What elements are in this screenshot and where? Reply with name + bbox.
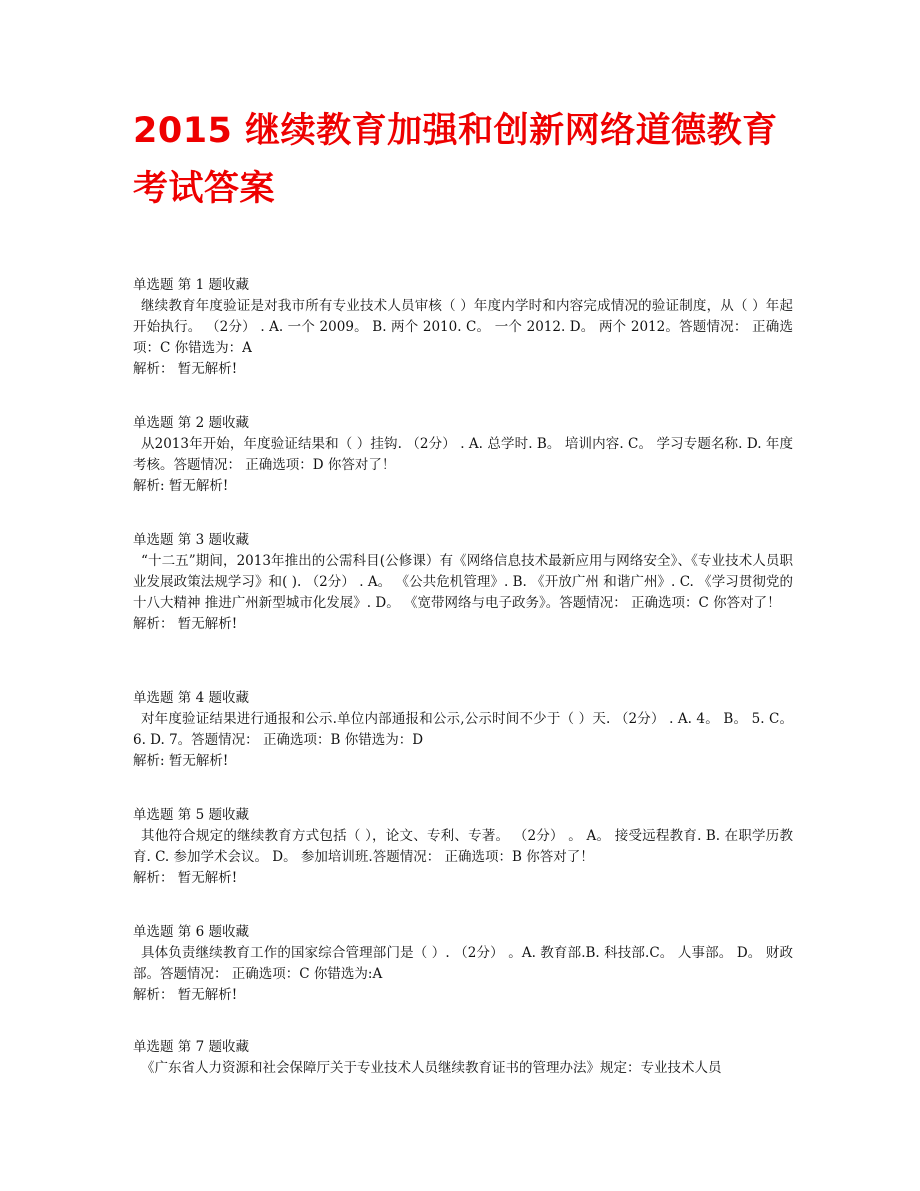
question-analysis: 解析： 暂无解析! — [133, 616, 238, 632]
question-body: 其他符合规定的继续教育方式包括（ ），论文、专利、专著。 （2分） 。 A。 接受远程教育. B. 在职学历教育. C. 参加学术会议。 D。 参加培训班.答题情况： 正确选项：B 你答对了！ — [133, 828, 793, 865]
question-body: 《广东省人力资源和社会保障厅关于专业技术人员继续教育证书的管理办法》规定：专业技术人员 — [141, 1060, 722, 1076]
question-header: 单选题 第 1 题收藏 — [133, 277, 249, 293]
question-body: 从2013年开始，年度验证结果和（ ）挂钩. （2分） . A. 总学时. B。 培训内容. C。 学习专题名称. D. 年度考核。答题情况： 正确选项：D 你答对了！ — [133, 436, 793, 473]
question-analysis: 解析： 暂无解析! — [133, 361, 238, 377]
question-header: 单选题 第 5 题收藏 — [133, 807, 249, 823]
question-block — [133, 805, 793, 889]
question-header: 单选题 第 2 题收藏 — [133, 415, 249, 431]
question-block — [133, 275, 793, 380]
question-block — [133, 922, 793, 1006]
question-block — [133, 530, 793, 635]
question-header: 单选题 第 4 题收藏 — [133, 690, 249, 706]
question-block — [133, 1037, 793, 1079]
question-analysis: 解析： 暂无解析! — [133, 870, 238, 886]
question-block — [133, 688, 793, 772]
document-title: 2015 继续教育加强和创新网络道德教育考试答案 — [133, 111, 778, 209]
question-header: 单选题 第 7 题收藏 — [133, 1039, 249, 1055]
question-body: 继续教育年度验证是对我市所有专业技术人员审核（ ）年度内学时和内容完成情况的验证制度，从（ ）年起开始执行。 （2分） . A. 一个 2009。 B. 两个 2010. C。 一个 2012. D。 两个 2012。答题情况： 正确选项：C 你错选为：A — [133, 298, 793, 356]
question-body: 具体负责继续教育工作的国家综合管理部门是（ ）. （2分） 。A. 教育部.B. 科技部.C。 人事部。 D。 财政部。答题情况： 正确选项：C 你错选为:A — [133, 945, 793, 982]
question-body: 对年度验证结果进行通报和公示.单位内部通报和公示,公示时间不少于（ ）天. （2分） . A. 4。 B。 5. C。 6. D. 7。答题情况： 正确选项：B 你错选为：D — [133, 711, 793, 748]
question-block — [133, 413, 793, 497]
question-header: 单选题 第 3 题收藏 — [133, 532, 249, 548]
question-analysis: 解析： 暂无解析! — [133, 987, 238, 1003]
question-header: 单选题 第 6 题收藏 — [133, 924, 249, 940]
question-body: “十二五”期间，2013年推出的公需科目(公修课）有《网络信息技术最新应用与网络安全》、《专业技术人员职业发展政策法规学习》和( ). （2分） . A。 《公共危机管理》. B. 《开放广州 和谐广州》. C. 《学习贯彻党的十八大精神 推进广州新型城市化发展》. D。 《宽带网络与电子政务》。答题情况： 正确选项：C 你答对了！ — [133, 553, 793, 611]
question-analysis: 解析: 暂无解析! — [133, 753, 229, 769]
question-analysis: 解析: 暂无解析! — [133, 478, 229, 494]
